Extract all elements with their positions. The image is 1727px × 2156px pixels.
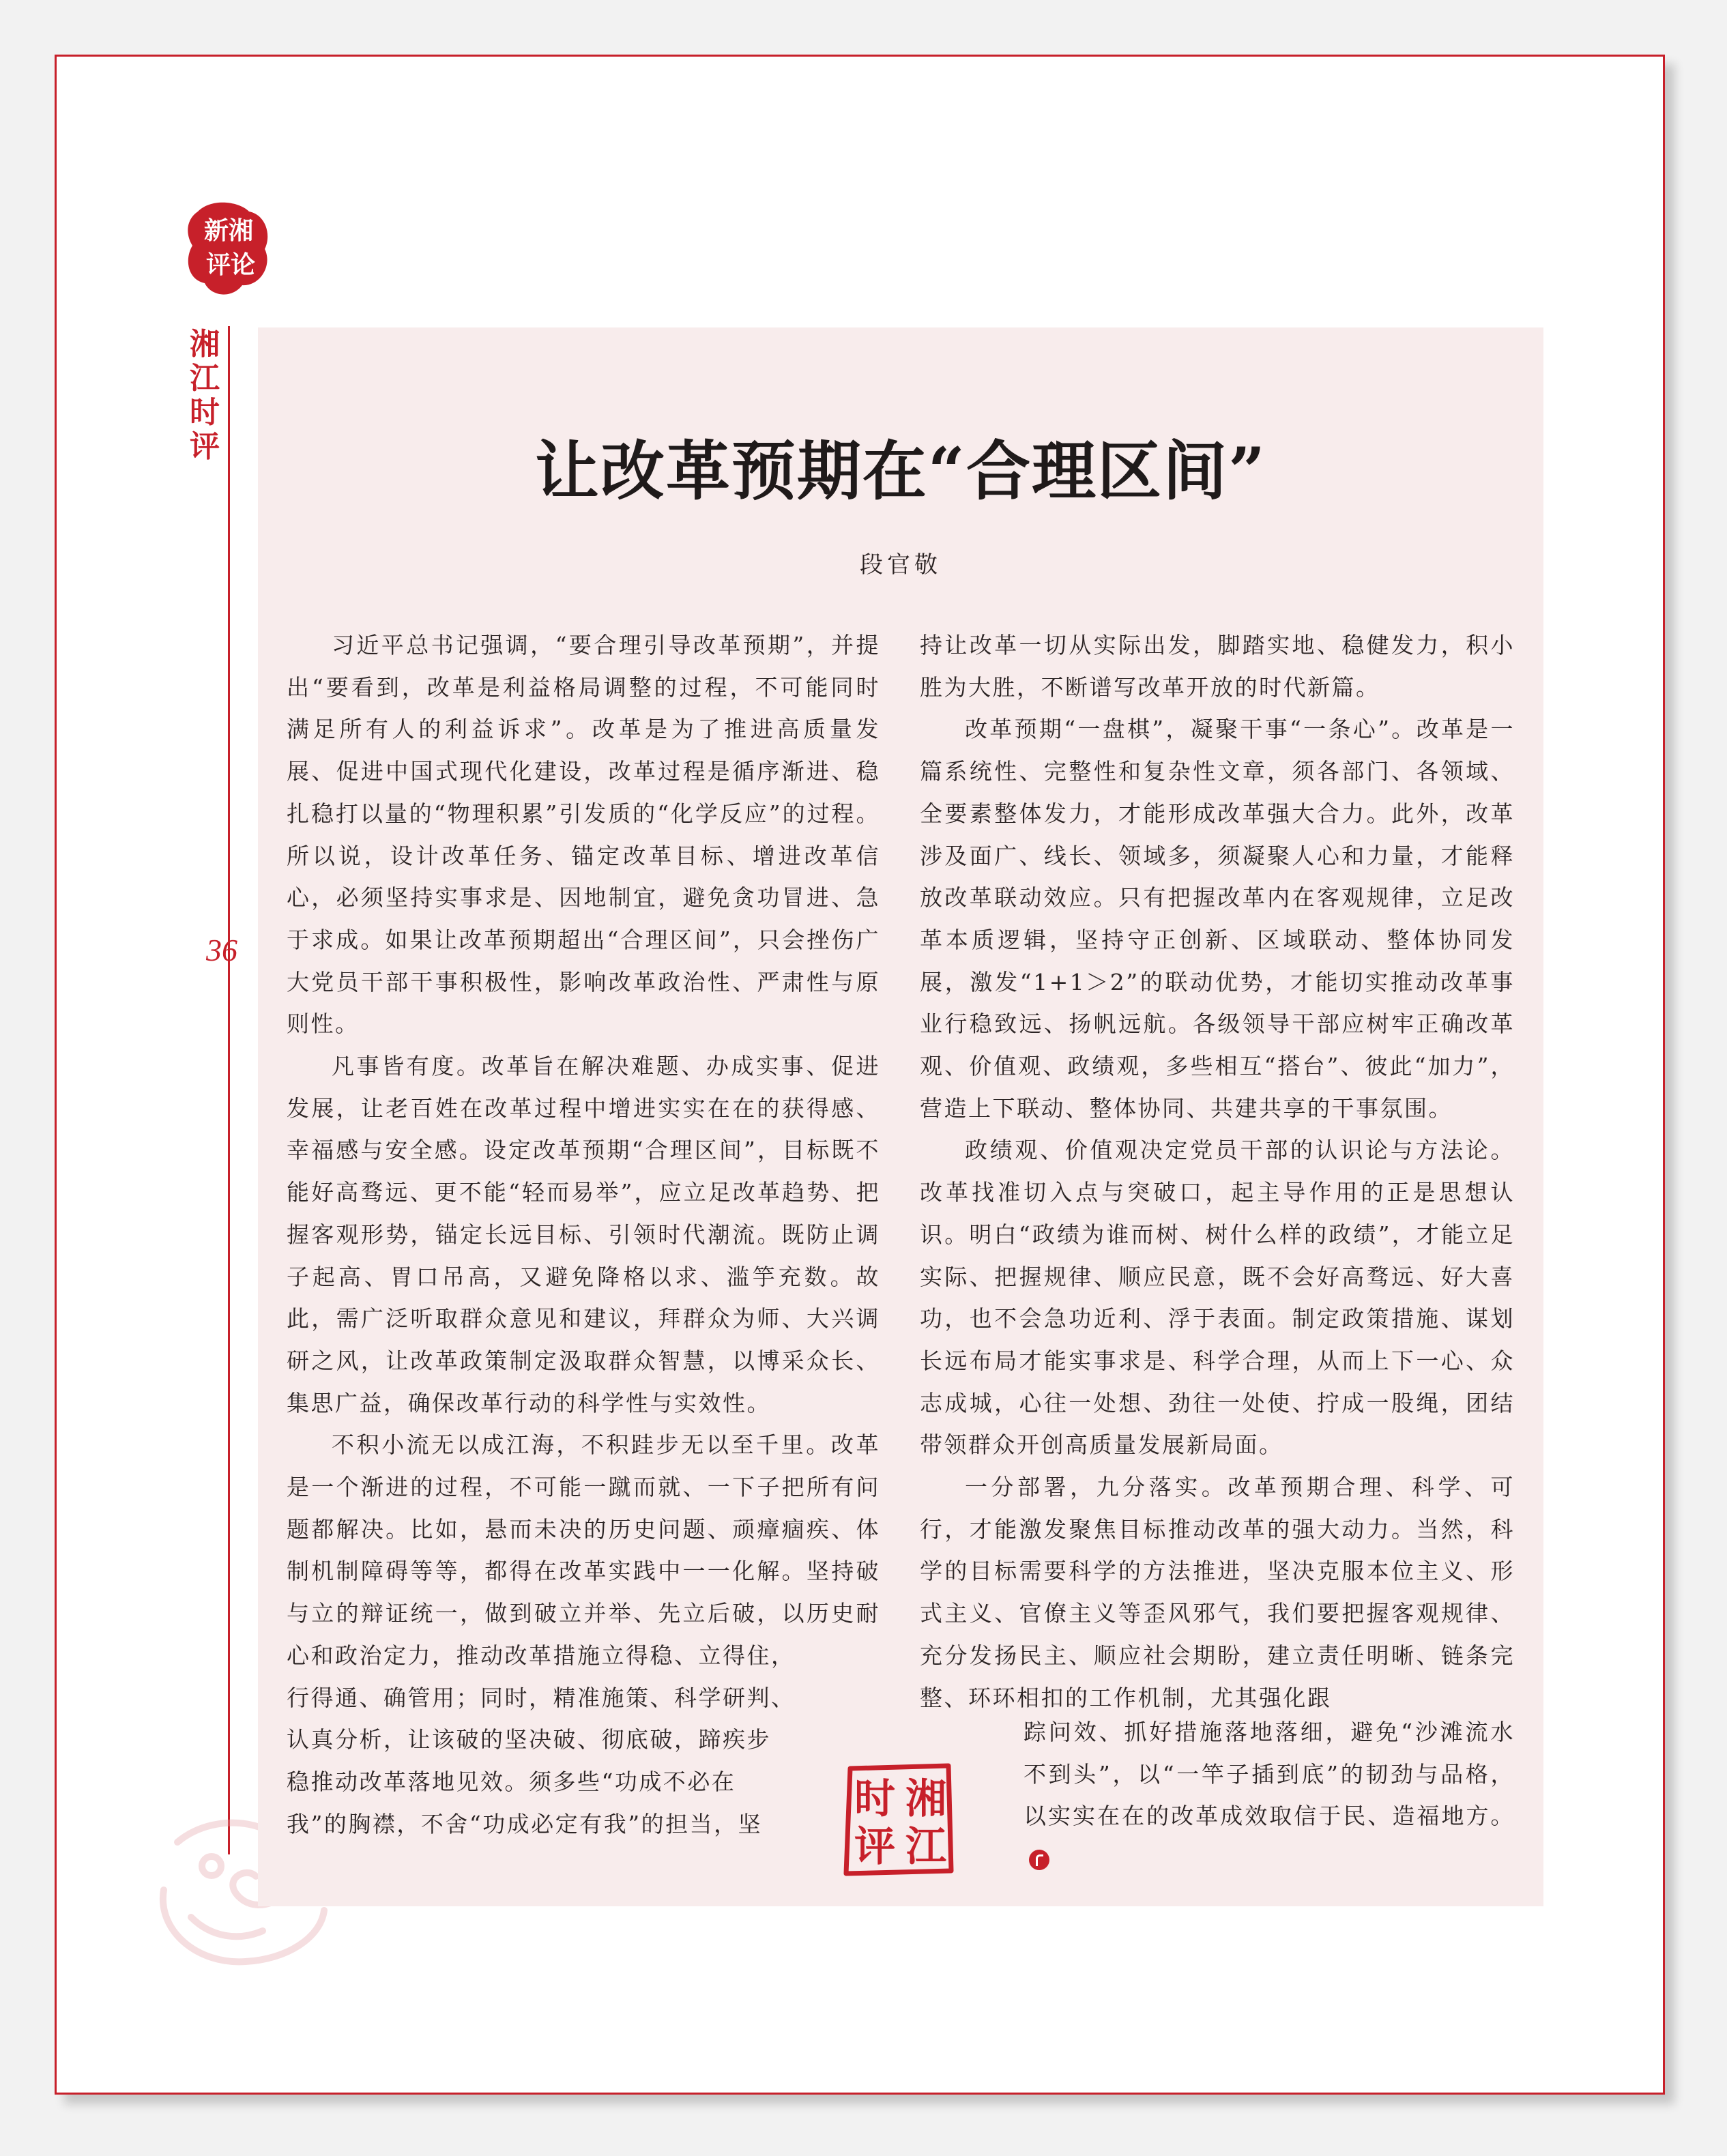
logo-text-top: 新湘 xyxy=(203,216,254,245)
end-mark-icon xyxy=(1029,1850,1049,1870)
seal-char: 评 xyxy=(854,1823,895,1871)
column-label-char: 时 xyxy=(190,395,220,430)
article-right-column xyxy=(920,624,1515,1719)
paragraph-line: 认真分析，让该破的坚决破、彻底破，蹄疾步 xyxy=(287,1726,771,1753)
paragraph: 不积小流无以成江海，不积跬步无以至千里。改革是一个渐进的过程，不可能一蹴而就、一下子把所有问题都解决。比如，悬而未决的历史问题、顽瘴痼疾、体制机制障碍等等，都得在改革实践中一一化解。坚持破与立的辩证统一，做到破立并举、先立后破，以历史耐心和政治定力，推动改革措施立得稳、立得住， xyxy=(287,1431,880,1669)
seal-char: 时 xyxy=(854,1775,895,1823)
article-right-column-end xyxy=(1024,1711,1515,1880)
article-title: 让改革预期在“合理区间” xyxy=(534,434,1267,509)
column-label-char: 湘 xyxy=(190,327,220,362)
article-author: 段官敬 xyxy=(860,551,942,579)
paragraph: 凡事皆有度。改革旨在解决难题、办成实事、促进发展，让老百姓在改革过程中增进实实在在的获得感、幸福感与安全感。设定改革预期“合理区间”，目标既不能好高骛远、更不能“轻而易举”，应立足改革趋势、把握客观形势，锚定长远目标、引领时代潮流。既防止调子起高、胃口吊高，又避免降格以求、滥竽充数。故此，需广泛听取群众意见和建议，拜群众为师、大兴调研之风，让改革政策制定汲取群众智慧，以博采众长、集思广益，确保改革行动的科学性与实效性。 xyxy=(287,1053,880,1416)
paragraph: 改革预期“一盘棋”，凝聚干事“一条心”。改革是一篇系统性、完整性和复杂性文章，须各部门、各领域、全要素整体发力，才能形成改革强大合力。此外，改革涉及面广、线长、领域多，须凝聚人心和力量，才能释放改革联动效应。只有把握改革内在客观规律，立足改革本质逻辑，坚持守正创新、区域联动、整体协同发展，激发“1+1＞2”的联动优势，才能切实推动改革事业行稳致远、扬帆远航。各级领导干部应树牢正确改革观、价值观、政绩观，多些相互“搭台”、彼此“加力”，营造上下联动、整体协同、共建共享的干事氛围。 xyxy=(920,716,1515,1122)
column-label-char: 评 xyxy=(190,429,220,464)
article-left-column xyxy=(287,624,880,1845)
vertical-rule xyxy=(228,326,230,1854)
paragraph-line: 稳推动改革落地见效。须多些“功成不必在 xyxy=(287,1768,736,1795)
paragraph: 政绩观、价值观决定党员干部的认识论与方法论。改革找准切入点与突破口，起主导作用的正是思想认识。明白“政绩为谁而树、树什么样的政绩”，才能立足实际、把握规律、顺应民意，既不会好高骛远、好大喜功，也不会急功近利、浮于表面。制定政策措施、谋划长远布局才能实事求是、科学合理，从而上下一心、众志成城，心往一处想、劲往一处使、拧成一股绳，团结带领群众开创高质量发展新局面。 xyxy=(920,1137,1515,1459)
paragraph: 习近平总书记强调，“要合理引导改革预期”，并提出“要看到，改革是利益格局调整的过程，不可能同时满足所有人的利益诉求”。改革是为了推进高质量发展、促进中国式现代化建设，改革过程是循序渐进、稳扎稳打以量的“物理积累”引发质的“化学反应”的过程。所以说，设计改革任务、锚定改革目标、增进改革信心，必须坚持实事求是、因地制宜，避免贪功冒进、急于求成。如果让改革预期超出“合理区间”，只会挫伤广大党员干部干事积极性，影响改革政治性、严肃性与原则性。 xyxy=(287,632,880,1038)
column-seal xyxy=(841,1762,957,1878)
seal-char: 湘 xyxy=(905,1775,946,1823)
column-label xyxy=(184,327,225,464)
paragraph: 持让改革一切从实际出发，脚踏实地、稳健发力，积小胜为大胜，不断谱写改革开放的时代新篇。 xyxy=(920,632,1515,701)
magazine-logo xyxy=(184,198,273,300)
paragraph: 一分部署，九分落实。改革预期合理、科学、可行，才能激发聚焦目标推动改革的强大动力。当然，科学的目标需要科学的方法推进，坚决克服本位主义、形式主义、官僚主义等歪风邪气，我们要把握客观规律、充分发扬民主、顺应社会期盼，建立责任明晰、链条完整、环环相扣的工作机制，尤其强化跟 xyxy=(920,1474,1515,1711)
closing-text: 踪问效、抓好措施落地落细，避免“沙滩流水不到头”，以“一竿子插到底”的韧劲与品格，以实实在在的改革成效取信于民、造福地方。 xyxy=(1024,1719,1515,1830)
seal-char: 江 xyxy=(905,1823,946,1871)
logo-text-bottom: 评论 xyxy=(205,250,256,279)
paragraph-line: 行得通、确管用；同时，精准施策、科学研判、 xyxy=(287,1684,796,1711)
column-label-char: 江 xyxy=(190,361,220,396)
paragraph-line: 我”的胸襟，不舍“功成必定有我”的担当，坚 xyxy=(287,1810,763,1837)
page-number: 36 xyxy=(206,933,237,967)
closing-paragraph xyxy=(1024,1711,1515,1880)
